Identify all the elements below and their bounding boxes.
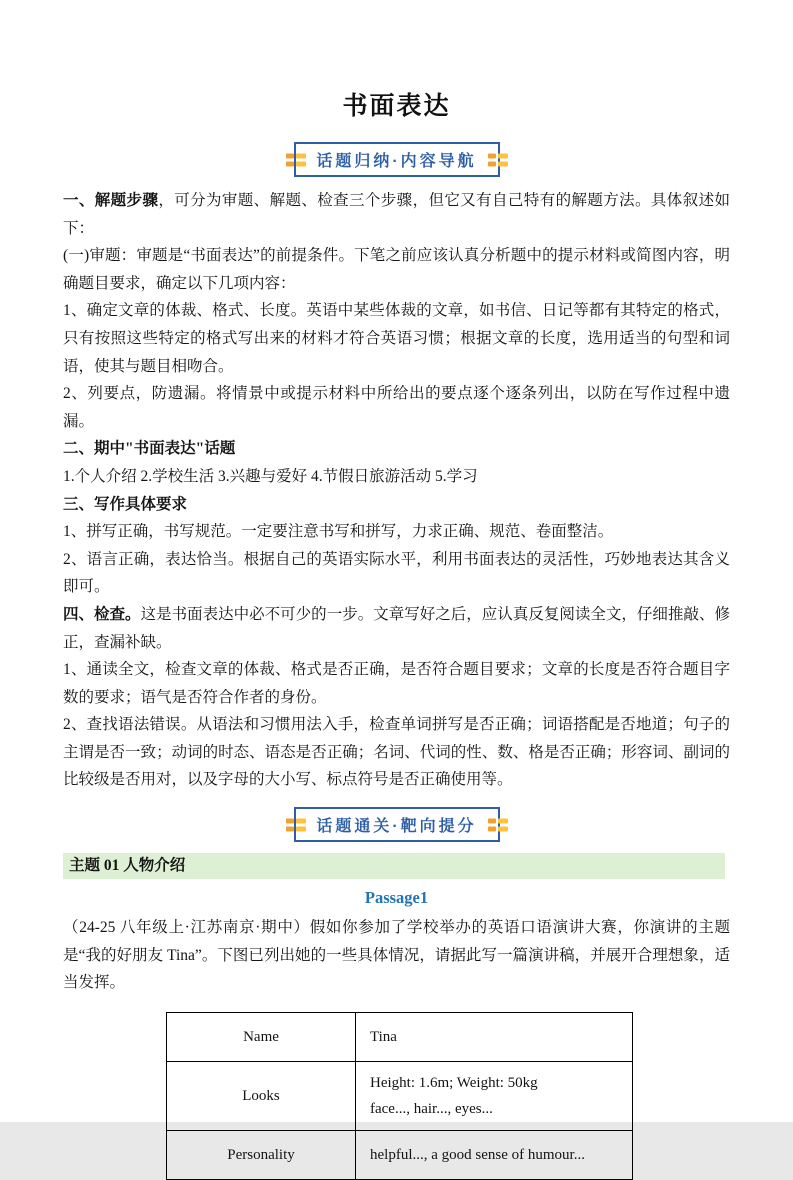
double-bar-ornament-icon	[286, 818, 306, 831]
paragraph: 2、列要点，防遗漏。将情景中或提示材料中所给出的要点逐个逐条列出，以防在写作过程中遗漏。	[63, 385, 730, 430]
writing-prompt: （24-25 八年级上·江苏南京·期中）假如你参加了学校举办的英语口语演讲大赛，你演讲的主题是“我的好朋友 Tina”。下图已列出她的一些具体情况，请据此写一篇演讲稿，并展开合理想象，适当发挥。	[63, 919, 730, 992]
paragraph: 一、解题步骤，可分为审题、解题、检查三个步骤，但它又有自己特有的解题方法。具体叙述如下：	[63, 192, 730, 237]
row-label: Looks	[167, 1062, 356, 1131]
topic-heading: 主题 01 人物介绍	[63, 853, 725, 879]
paragraph-heading: 三、写作具体要求	[63, 495, 188, 513]
passage-label: Passage1	[364, 888, 429, 908]
paragraph: (一)审题：审题是“书面表达”的前提条件。下笔之前应该认真分析题中的提示材料或简图内容，明确题目要求，确定以下几项内容：	[63, 247, 730, 292]
double-bar-ornament-icon	[488, 153, 508, 166]
paragraph: 2、语言正确，表达恰当。根据自己的英语实际水平，利用书面表达的灵活性，巧妙地表达其含义即可。	[63, 550, 730, 596]
banner-label: 话题通关·靶向提分	[316, 818, 477, 836]
person-info-table	[166, 1012, 633, 1180]
double-bar-ornament-icon	[488, 818, 508, 831]
paragraph: 2、查找语法错误。从语法和习惯用法入手，检查单词拼写是否正确；词语搭配是否地道；句子的主谓是否一致；动词的时态、语态是否正确；名词、代词的性、数、格是否正确；形容词、副词的比较级是否用对，以及字母的大小写、标点符号是否正确使用等。	[63, 716, 730, 789]
row-label: Personality	[167, 1131, 356, 1180]
paragraph: 四、检查。这是书面表达中必不可少的一步。文章写好之后，应认真反复阅读全文，仔细推敲、修正，查漏补缺。	[63, 605, 730, 651]
row-value: Tina	[356, 1013, 633, 1062]
exam-guidance-text	[63, 187, 730, 794]
paragraph-heading: 二、期中"书面表达"话题	[63, 440, 236, 458]
banner-label: 话题归纳·内容导航	[316, 153, 477, 170]
table-row	[167, 1062, 633, 1131]
paragraph: 1.个人介绍 2.学校生活 3.兴趣与爱好 4.节假日旅游活动 5.学习	[63, 467, 478, 485]
paragraph: 1、通读全文，检查文章的体裁、格式是否正确，是否符合题目要求；文章的长度是否符合题目字数的要求；语气是否符合作者的身份。	[63, 661, 730, 706]
section-banner-topic-practice	[294, 807, 500, 842]
double-bar-ornament-icon	[286, 153, 306, 166]
paragraph: 1、确定文章的体裁、格式、长度。英语中某些体裁的文章，如书信、日记等都有其特定的格式，只有按照这些特定的格式写出来的材料才符合英语习惯；根据文章的长度，选用适当的句型和词语，使其与题目相吻合。	[63, 302, 730, 375]
row-value: helpful..., a good sense of humour...	[356, 1131, 633, 1180]
page-title: 书面表达	[342, 93, 451, 120]
row-label: Name	[167, 1013, 356, 1062]
paragraph: 1、拼写正确，书写规范。一定要注意书写和拼写，力求正确、规范、卷面整洁。	[63, 523, 614, 541]
section-banner-topic-summary	[294, 142, 500, 177]
row-value: Height: 1.6m; Weight: 50kg face..., hair..., eyes...	[356, 1062, 633, 1131]
table-row	[167, 1131, 633, 1180]
table-row	[167, 1013, 633, 1062]
